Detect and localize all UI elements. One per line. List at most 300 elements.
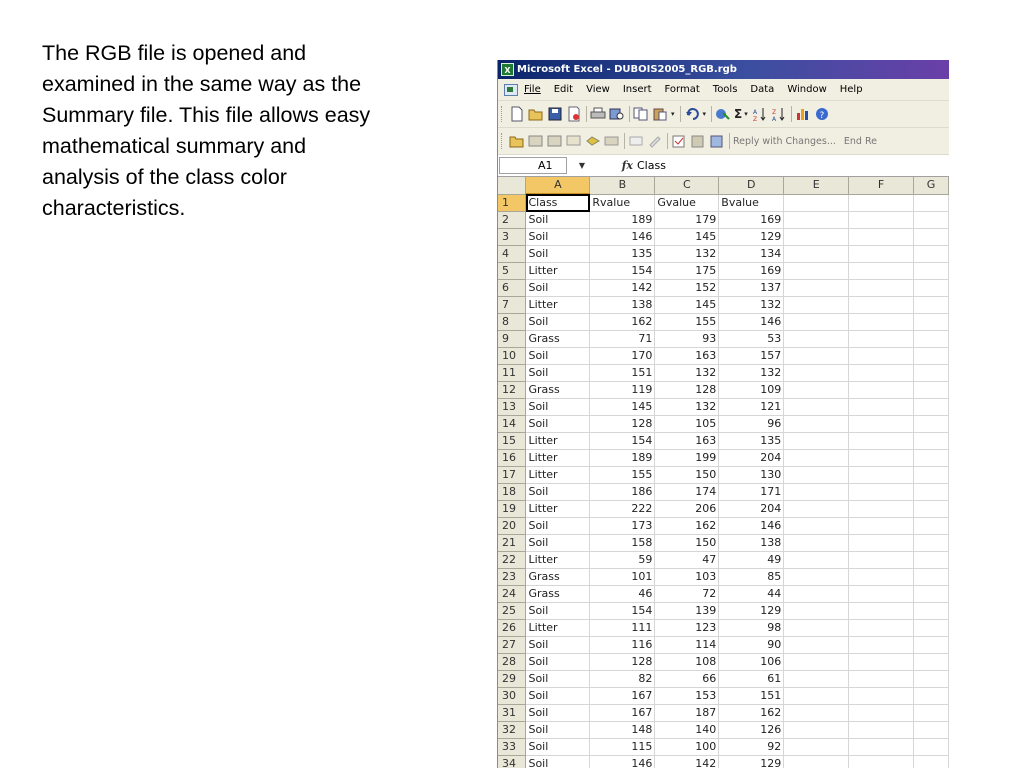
table-cell[interactable] (913, 194, 948, 212)
table-cell[interactable]: Litter (526, 501, 590, 518)
table-cell[interactable]: 146 (590, 756, 655, 768)
table-cell[interactable]: Soil (526, 688, 590, 705)
menu-tools[interactable]: Tools (712, 84, 738, 95)
table-cell[interactable] (913, 484, 948, 501)
table-cell[interactable] (913, 263, 948, 280)
menu-window[interactable]: Window (787, 84, 827, 95)
table-cell[interactable] (849, 280, 914, 297)
track-changes-icon[interactable] (671, 133, 687, 149)
table-cell[interactable] (913, 416, 948, 433)
table-cell[interactable] (849, 739, 914, 756)
row-header[interactable]: 7 (498, 297, 526, 314)
table-cell[interactable] (784, 552, 849, 569)
reviewing-pane-icon[interactable] (528, 133, 544, 149)
table-cell[interactable] (913, 756, 948, 768)
paste-icon[interactable] (652, 106, 668, 122)
row-header[interactable]: 23 (498, 569, 526, 586)
row-header[interactable]: 34 (498, 756, 526, 768)
research-icon[interactable] (609, 106, 625, 122)
table-cell[interactable] (784, 501, 849, 518)
copy-icon[interactable] (633, 106, 649, 122)
table-cell[interactable] (913, 331, 948, 348)
table-cell[interactable]: 129 (719, 603, 784, 620)
help-icon[interactable] (814, 106, 830, 122)
table-cell[interactable]: Soil (526, 637, 590, 654)
table-cell[interactable]: 179 (655, 212, 719, 229)
undo-icon[interactable] (684, 106, 700, 122)
table-cell[interactable]: Bvalue (719, 194, 784, 212)
table-cell[interactable]: 85 (719, 569, 784, 586)
table-cell[interactable] (913, 637, 948, 654)
menu-format[interactable]: Format (664, 84, 700, 95)
table-cell[interactable]: 171 (719, 484, 784, 501)
sort-ascending-icon[interactable] (752, 106, 768, 122)
column-header-e[interactable]: E (784, 177, 849, 194)
table-cell[interactable]: Soil (526, 229, 590, 246)
edit-comment-icon[interactable] (647, 133, 663, 149)
table-cell[interactable] (913, 433, 948, 450)
table-cell[interactable]: 44 (719, 586, 784, 603)
table-cell[interactable]: Soil (526, 280, 590, 297)
table-cell[interactable]: 128 (590, 416, 655, 433)
table-cell[interactable]: Soil (526, 348, 590, 365)
table-cell[interactable] (784, 416, 849, 433)
table-cell[interactable] (849, 756, 914, 768)
table-cell[interactable] (913, 518, 948, 535)
table-cell[interactable]: 174 (655, 484, 719, 501)
table-cell[interactable] (849, 518, 914, 535)
table-cell[interactable]: 204 (719, 501, 784, 518)
toolbar-grip[interactable] (501, 106, 505, 122)
table-cell[interactable] (849, 501, 914, 518)
table-cell[interactable]: 146 (590, 229, 655, 246)
table-cell[interactable] (849, 688, 914, 705)
table-cell[interactable] (849, 552, 914, 569)
row-header[interactable]: 17 (498, 467, 526, 484)
table-cell[interactable]: 49 (719, 552, 784, 569)
table-cell[interactable]: 162 (590, 314, 655, 331)
table-cell[interactable] (784, 705, 849, 722)
row-header[interactable]: 22 (498, 552, 526, 569)
table-cell[interactable] (849, 246, 914, 263)
table-cell[interactable]: Soil (526, 722, 590, 739)
table-cell[interactable] (784, 433, 849, 450)
table-cell[interactable]: 137 (719, 280, 784, 297)
table-cell[interactable]: Litter (526, 467, 590, 484)
table-cell[interactable] (849, 705, 914, 722)
table-cell[interactable] (849, 331, 914, 348)
table-cell[interactable]: 128 (590, 654, 655, 671)
table-cell[interactable]: 153 (655, 688, 719, 705)
table-cell[interactable]: 61 (719, 671, 784, 688)
name-box-value[interactable]: A1 (538, 159, 553, 172)
autosum-dropdown-icon[interactable]: ▾ (744, 110, 748, 118)
table-cell[interactable] (913, 586, 948, 603)
table-cell[interactable]: Litter (526, 297, 590, 314)
toolbar-grip[interactable] (501, 133, 505, 149)
table-cell[interactable]: 189 (590, 450, 655, 467)
table-cell[interactable] (784, 518, 849, 535)
table-cell[interactable]: Soil (526, 416, 590, 433)
row-header[interactable]: 3 (498, 229, 526, 246)
table-cell[interactable] (849, 586, 914, 603)
table-cell[interactable]: Grass (526, 382, 590, 399)
table-cell[interactable]: 96 (719, 416, 784, 433)
table-cell[interactable]: 145 (655, 297, 719, 314)
table-cell[interactable]: Soil (526, 535, 590, 552)
show-comment-icon[interactable] (585, 133, 601, 149)
table-cell[interactable]: 146 (719, 518, 784, 535)
table-cell[interactable]: Litter (526, 263, 590, 280)
table-cell[interactable] (849, 722, 914, 739)
column-header-g[interactable]: G (913, 177, 948, 194)
table-cell[interactable]: 158 (590, 535, 655, 552)
table-cell[interactable]: 101 (590, 569, 655, 586)
row-header[interactable]: 31 (498, 705, 526, 722)
table-cell[interactable]: 92 (719, 739, 784, 756)
row-header[interactable]: 8 (498, 314, 526, 331)
table-cell[interactable] (784, 263, 849, 280)
table-cell[interactable]: 132 (655, 399, 719, 416)
table-cell[interactable]: 72 (655, 586, 719, 603)
table-cell[interactable]: 130 (719, 467, 784, 484)
table-cell[interactable] (784, 671, 849, 688)
table-cell[interactable] (913, 280, 948, 297)
table-cell[interactable]: 155 (655, 314, 719, 331)
table-cell[interactable]: 145 (655, 229, 719, 246)
table-cell[interactable]: 134 (719, 246, 784, 263)
table-cell[interactable]: 140 (655, 722, 719, 739)
table-cell[interactable]: Litter (526, 433, 590, 450)
table-cell[interactable] (849, 348, 914, 365)
row-header[interactable]: 9 (498, 331, 526, 348)
select-all-corner[interactable] (498, 177, 526, 194)
table-cell[interactable] (913, 722, 948, 739)
table-cell[interactable] (784, 467, 849, 484)
table-cell[interactable]: 151 (590, 365, 655, 382)
workbook-icon[interactable] (504, 84, 518, 96)
table-cell[interactable]: 150 (655, 467, 719, 484)
table-cell[interactable] (913, 569, 948, 586)
table-cell[interactable]: 82 (590, 671, 655, 688)
table-cell[interactable] (849, 229, 914, 246)
table-cell[interactable] (784, 212, 849, 229)
table-cell[interactable] (913, 654, 948, 671)
table-cell[interactable] (913, 297, 948, 314)
table-cell[interactable]: 162 (719, 705, 784, 722)
table-cell[interactable]: 132 (655, 246, 719, 263)
table-cell[interactable] (913, 671, 948, 688)
open-icon[interactable] (528, 106, 544, 122)
table-cell[interactable]: 154 (590, 603, 655, 620)
table-cell[interactable]: 167 (590, 688, 655, 705)
table-cell[interactable]: Grass (526, 586, 590, 603)
table-cell[interactable]: 123 (655, 620, 719, 637)
table-cell[interactable]: 53 (719, 331, 784, 348)
table-cell[interactable]: 90 (719, 637, 784, 654)
row-header[interactable]: 30 (498, 688, 526, 705)
menu-insert[interactable]: Insert (622, 84, 652, 95)
table-cell[interactable]: 108 (655, 654, 719, 671)
table-cell[interactable]: Rvalue (590, 194, 655, 212)
table-cell[interactable] (913, 348, 948, 365)
table-cell[interactable]: 151 (719, 688, 784, 705)
table-cell[interactable]: 121 (719, 399, 784, 416)
table-cell[interactable] (913, 501, 948, 518)
row-header[interactable]: 4 (498, 246, 526, 263)
table-cell[interactable]: Soil (526, 705, 590, 722)
table-cell[interactable] (784, 450, 849, 467)
table-cell[interactable]: 162 (655, 518, 719, 535)
table-cell[interactable] (784, 603, 849, 620)
table-cell[interactable]: 163 (655, 433, 719, 450)
table-cell[interactable] (784, 722, 849, 739)
row-header[interactable]: 19 (498, 501, 526, 518)
table-cell[interactable]: 114 (655, 637, 719, 654)
table-cell[interactable] (849, 450, 914, 467)
table-cell[interactable]: Soil (526, 654, 590, 671)
folder-icon[interactable] (509, 133, 525, 149)
row-header[interactable]: 20 (498, 518, 526, 535)
menu-edit[interactable]: Edit (553, 84, 574, 95)
name-box[interactable] (499, 157, 567, 174)
table-cell[interactable]: 139 (655, 603, 719, 620)
table-cell[interactable] (913, 552, 948, 569)
table-cell[interactable] (849, 654, 914, 671)
table-cell[interactable]: Soil (526, 739, 590, 756)
table-cell[interactable]: 103 (655, 569, 719, 586)
row-header[interactable]: 15 (498, 433, 526, 450)
table-cell[interactable]: 47 (655, 552, 719, 569)
table-cell[interactable] (913, 246, 948, 263)
table-cell[interactable]: Gvalue (655, 194, 719, 212)
row-header[interactable]: 11 (498, 365, 526, 382)
end-review-button[interactable]: End Re (843, 135, 877, 147)
menu-data[interactable]: Data (750, 84, 775, 95)
menu-view[interactable]: View (586, 84, 610, 95)
save-icon[interactable] (547, 106, 563, 122)
table-cell[interactable]: 66 (655, 671, 719, 688)
table-cell[interactable]: 138 (590, 297, 655, 314)
table-cell[interactable]: 132 (719, 297, 784, 314)
table-cell[interactable]: Soil (526, 365, 590, 382)
table-cell[interactable]: 206 (655, 501, 719, 518)
table-cell[interactable] (913, 212, 948, 229)
table-cell[interactable]: 163 (655, 348, 719, 365)
row-header[interactable]: 1 (498, 194, 526, 212)
insert-function-icon[interactable]: fx (621, 159, 633, 172)
row-header[interactable]: 12 (498, 382, 526, 399)
row-header[interactable]: 32 (498, 722, 526, 739)
table-cell[interactable]: Litter (526, 552, 590, 569)
column-header-b[interactable]: B (590, 177, 655, 194)
table-cell[interactable]: 222 (590, 501, 655, 518)
hyperlink-icon[interactable] (715, 106, 731, 122)
table-cell[interactable] (849, 263, 914, 280)
column-header-c[interactable]: C (655, 177, 719, 194)
table-cell[interactable]: 100 (655, 739, 719, 756)
reply-with-changes-button[interactable]: Reply with Changes... (733, 135, 836, 147)
table-cell[interactable]: Soil (526, 603, 590, 620)
table-cell[interactable]: 105 (655, 416, 719, 433)
table-cell[interactable] (784, 331, 849, 348)
undo-dropdown-icon[interactable]: ▾ (702, 110, 707, 118)
table-cell[interactable]: 154 (590, 433, 655, 450)
table-cell[interactable] (784, 484, 849, 501)
table-cell[interactable]: Soil (526, 246, 590, 263)
table-cell[interactable] (784, 688, 849, 705)
protect-sheet-icon[interactable] (690, 133, 706, 149)
new-icon[interactable] (509, 106, 525, 122)
table-cell[interactable] (913, 705, 948, 722)
row-header[interactable]: 26 (498, 620, 526, 637)
table-cell[interactable] (849, 212, 914, 229)
row-header[interactable]: 16 (498, 450, 526, 467)
table-cell[interactable]: Soil (526, 484, 590, 501)
table-cell[interactable]: 155 (590, 467, 655, 484)
sort-descending-icon[interactable] (771, 106, 787, 122)
table-cell[interactable] (784, 229, 849, 246)
table-cell[interactable] (849, 416, 914, 433)
table-cell[interactable]: 111 (590, 620, 655, 637)
table-cell[interactable]: Class (526, 194, 590, 212)
table-cell[interactable] (849, 484, 914, 501)
table-cell[interactable]: 142 (655, 756, 719, 768)
table-cell[interactable]: Grass (526, 331, 590, 348)
row-header[interactable]: 2 (498, 212, 526, 229)
table-cell[interactable]: 126 (719, 722, 784, 739)
table-cell[interactable] (913, 535, 948, 552)
table-cell[interactable] (849, 467, 914, 484)
table-cell[interactable]: 167 (590, 705, 655, 722)
table-cell[interactable] (784, 756, 849, 768)
row-header[interactable]: 24 (498, 586, 526, 603)
table-cell[interactable]: 189 (590, 212, 655, 229)
table-cell[interactable] (849, 569, 914, 586)
table-cell[interactable]: 132 (719, 365, 784, 382)
reviewing-pane-icon[interactable] (547, 133, 563, 149)
table-cell[interactable]: 71 (590, 331, 655, 348)
table-cell[interactable]: 128 (655, 382, 719, 399)
table-cell[interactable]: 129 (719, 229, 784, 246)
table-cell[interactable]: Soil (526, 756, 590, 768)
table-cell[interactable] (849, 603, 914, 620)
table-cell[interactable]: 204 (719, 450, 784, 467)
table-cell[interactable]: 173 (590, 518, 655, 535)
table-cell[interactable] (784, 739, 849, 756)
table-cell[interactable] (913, 229, 948, 246)
row-header[interactable]: 28 (498, 654, 526, 671)
formula-input[interactable]: Class (637, 159, 666, 172)
table-cell[interactable]: 148 (590, 722, 655, 739)
table-cell[interactable]: 145 (590, 399, 655, 416)
table-cell[interactable] (913, 620, 948, 637)
column-header-a[interactable]: A (526, 177, 590, 194)
table-cell[interactable] (913, 688, 948, 705)
table-cell[interactable] (849, 637, 914, 654)
table-cell[interactable]: 109 (719, 382, 784, 399)
table-cell[interactable]: 187 (655, 705, 719, 722)
table-cell[interactable]: 152 (655, 280, 719, 297)
table-cell[interactable]: Soil (526, 314, 590, 331)
table-cell[interactable]: 169 (719, 212, 784, 229)
table-cell[interactable]: 175 (655, 263, 719, 280)
table-cell[interactable] (849, 399, 914, 416)
table-cell[interactable]: 129 (719, 756, 784, 768)
table-cell[interactable] (913, 399, 948, 416)
table-cell[interactable]: Soil (526, 671, 590, 688)
table-cell[interactable] (784, 297, 849, 314)
row-header[interactable]: 6 (498, 280, 526, 297)
row-header[interactable]: 25 (498, 603, 526, 620)
table-cell[interactable]: 169 (719, 263, 784, 280)
table-cell[interactable]: Grass (526, 569, 590, 586)
table-cell[interactable]: 142 (590, 280, 655, 297)
table-cell[interactable]: 186 (590, 484, 655, 501)
table-cell[interactable] (849, 314, 914, 331)
table-cell[interactable]: 115 (590, 739, 655, 756)
table-cell[interactable]: 119 (590, 382, 655, 399)
table-cell[interactable] (784, 314, 849, 331)
table-cell[interactable]: 146 (719, 314, 784, 331)
delete-comment-icon[interactable] (628, 133, 644, 149)
chart-wizard-icon[interactable] (795, 106, 811, 122)
permission-icon[interactable] (566, 106, 582, 122)
share-workbook-icon[interactable] (709, 133, 725, 149)
row-header[interactable]: 29 (498, 671, 526, 688)
table-cell[interactable] (784, 535, 849, 552)
row-header[interactable]: 27 (498, 637, 526, 654)
column-header-d[interactable]: D (719, 177, 784, 194)
table-cell[interactable] (913, 382, 948, 399)
table-cell[interactable]: 135 (590, 246, 655, 263)
table-cell[interactable] (784, 637, 849, 654)
column-header-f[interactable]: F (849, 177, 914, 194)
paste-dropdown-icon[interactable]: ▾ (671, 110, 675, 118)
table-cell[interactable]: 154 (590, 263, 655, 280)
table-cell[interactable]: 116 (590, 637, 655, 654)
show-all-comments-icon[interactable] (604, 133, 620, 149)
table-cell[interactable] (784, 194, 849, 212)
table-cell[interactable] (913, 603, 948, 620)
table-cell[interactable]: 170 (590, 348, 655, 365)
comment-icon[interactable] (566, 133, 582, 149)
row-header[interactable]: 10 (498, 348, 526, 365)
table-cell[interactable] (784, 280, 849, 297)
table-cell[interactable] (913, 450, 948, 467)
table-cell[interactable] (784, 620, 849, 637)
table-cell[interactable]: Soil (526, 518, 590, 535)
table-cell[interactable] (784, 382, 849, 399)
table-cell[interactable] (913, 739, 948, 756)
table-cell[interactable] (849, 297, 914, 314)
table-cell[interactable] (849, 365, 914, 382)
table-cell[interactable]: 98 (719, 620, 784, 637)
table-cell[interactable] (784, 399, 849, 416)
table-cell[interactable] (913, 467, 948, 484)
table-cell[interactable]: 46 (590, 586, 655, 603)
row-header[interactable]: 21 (498, 535, 526, 552)
table-cell[interactable] (849, 433, 914, 450)
table-cell[interactable] (913, 365, 948, 382)
table-cell[interactable]: 106 (719, 654, 784, 671)
table-cell[interactable] (913, 314, 948, 331)
table-cell[interactable]: 157 (719, 348, 784, 365)
table-cell[interactable] (784, 654, 849, 671)
table-cell[interactable] (849, 194, 914, 212)
table-cell[interactable]: 59 (590, 552, 655, 569)
table-cell[interactable] (849, 671, 914, 688)
